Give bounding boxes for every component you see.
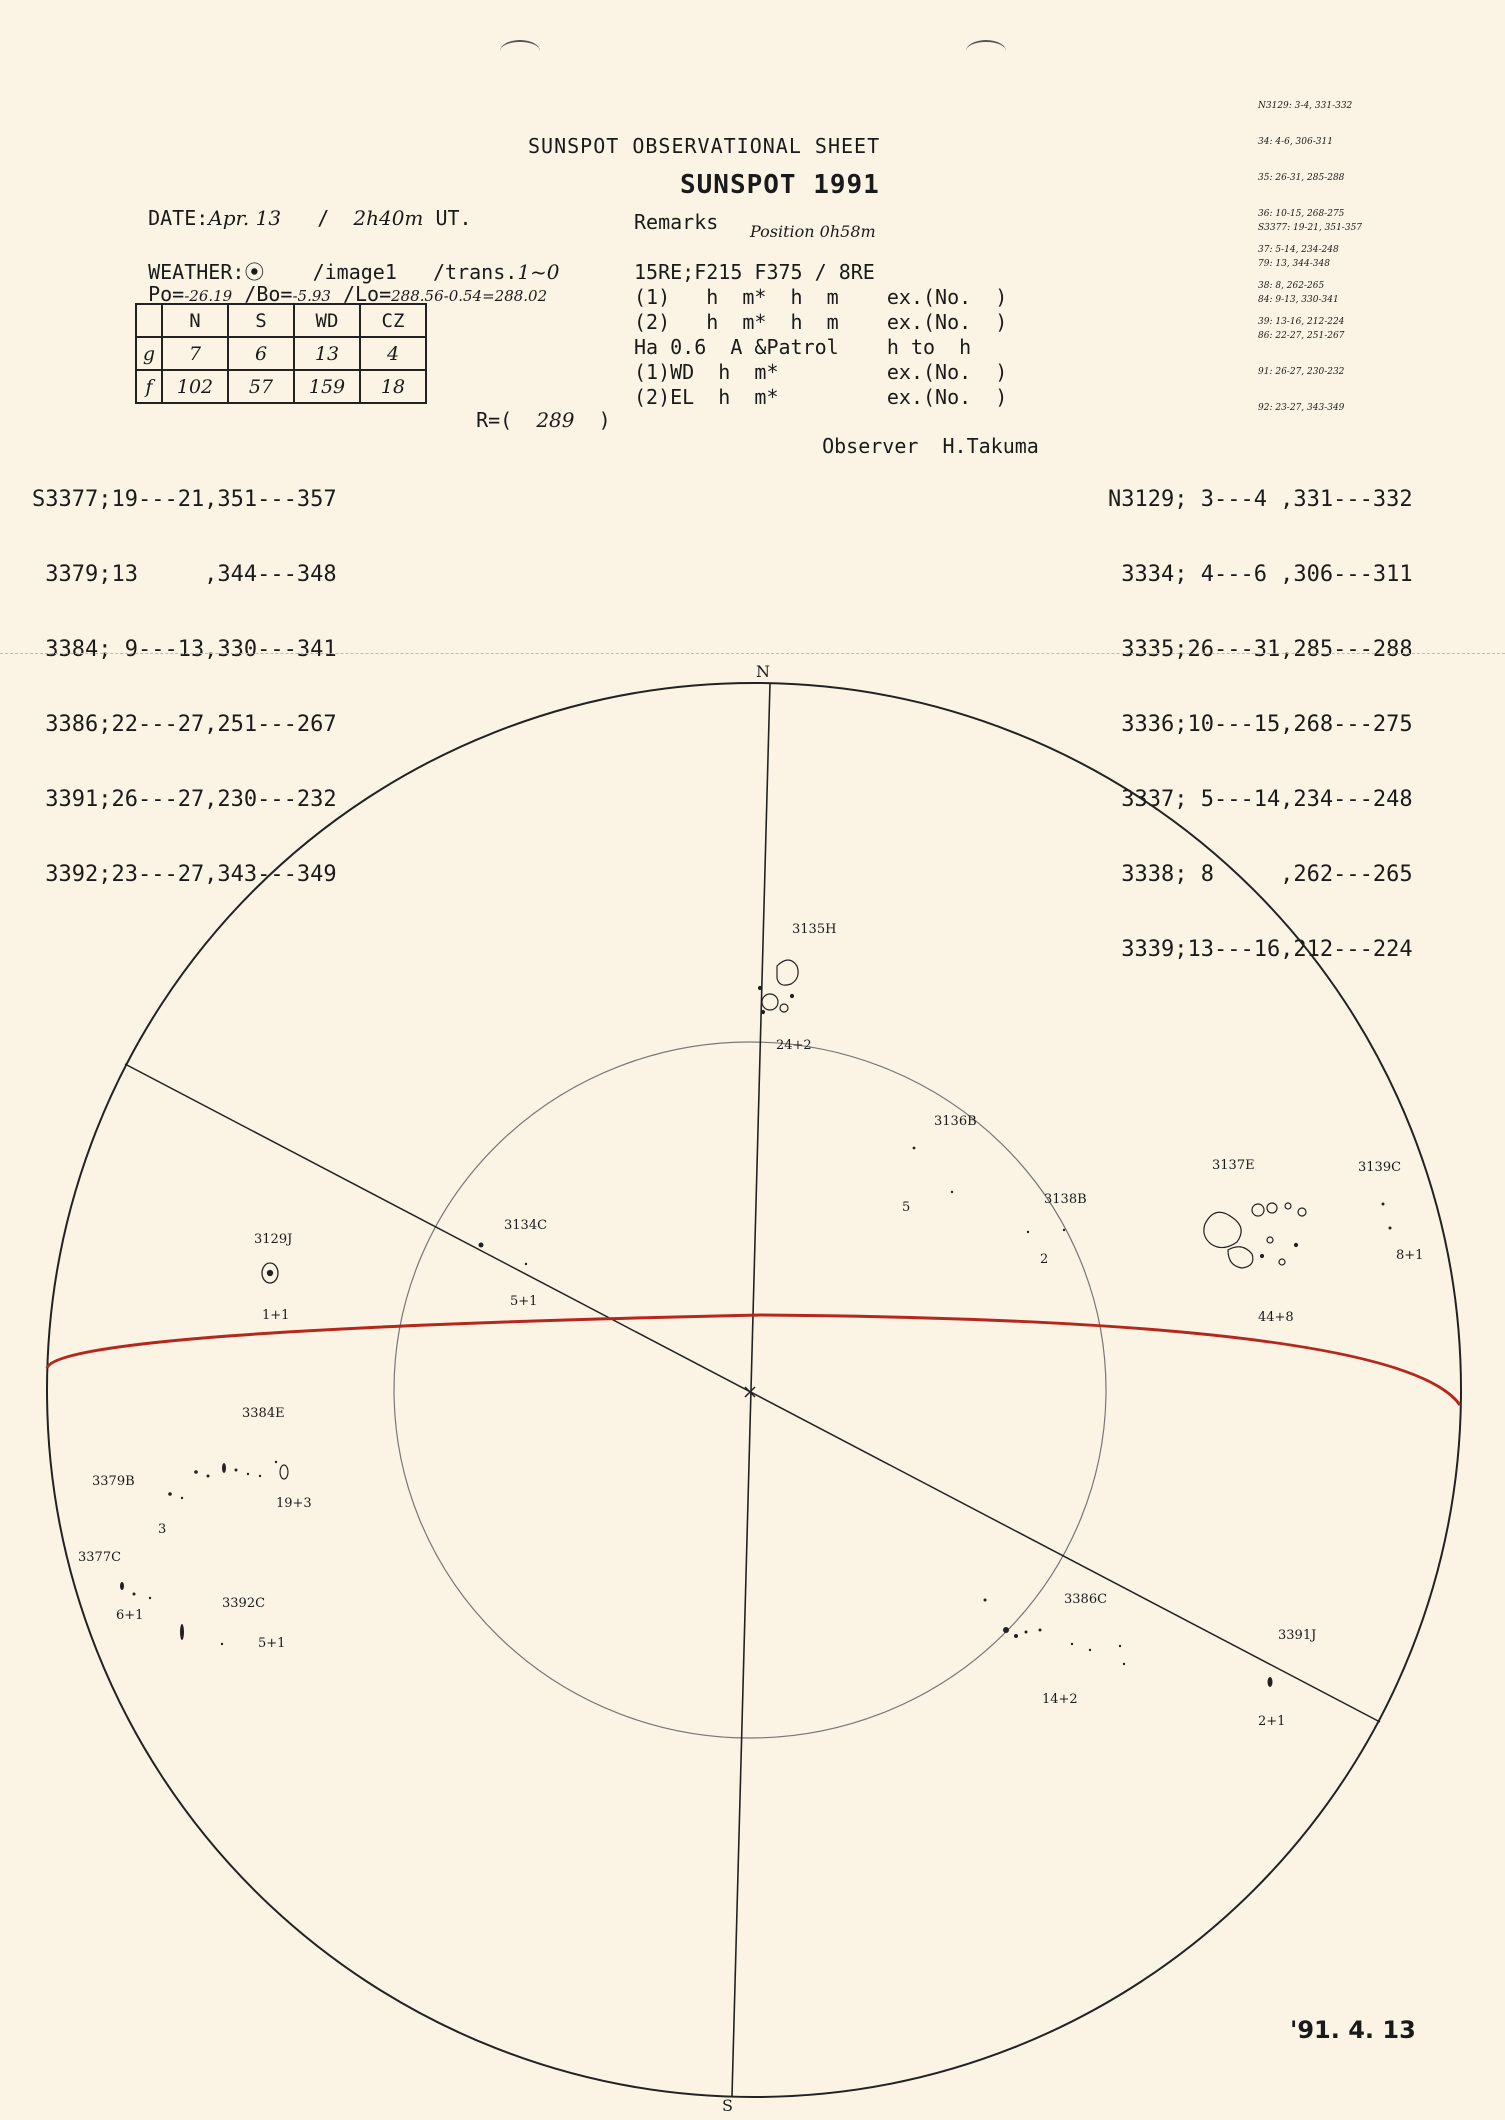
cell-f-n: 102 [162,370,228,403]
list-item: 3379;13 ,344---348 [32,562,337,587]
col-header-wd: WD [294,304,360,337]
list-item: 3386;22---27,251---267 [32,712,337,737]
solar-equator [47,1315,1460,1405]
remarks-line-4: Ha 0.6 A &Patrol h to h [634,335,972,359]
solar-limb [47,683,1461,2097]
remarks-label: Remarks [634,210,719,234]
trans-value: 1~0 [517,260,560,284]
group-count-3139C: 8+1 [1396,1248,1424,1263]
remarks-position-note: Position 0h58m [750,222,876,241]
group-label-3384E: 3384E [242,1406,285,1421]
cell-f-cz: 18 [360,370,426,403]
list-item: 3335;26---31,285---288 [1108,637,1413,662]
sunspot-group-3137E [1204,1203,1306,1268]
corner-note: 79: 13, 344-348 [1258,259,1330,269]
row-label-g: g [136,337,162,370]
center-mark [745,1387,755,1397]
list-item: 3391;26---27,230---232 [32,787,337,812]
sunspot-group-3384E [194,1461,288,1479]
sunspot-group-3392C [180,1624,223,1645]
group-count-3386C: 14+2 [1042,1692,1078,1707]
corner-note: 91: 26-27, 230-232 [1258,367,1345,377]
sunspot-group-3129J [262,1263,278,1283]
remarks-line-1: 15RE;F215 F375 / 8RE [634,260,875,284]
group-label-3377C: 3377C [78,1550,122,1565]
col-header-cz: CZ [360,304,426,337]
group-count-3377C: 6+1 [116,1608,144,1623]
group-label-3392C: 3392C [222,1596,266,1611]
list-item: 3338; 8 ,262---265 [1108,862,1413,887]
main-title: SUNSPOT 1991 [680,170,880,200]
bo-value: -5.93 [292,287,331,305]
ecliptic-line [125,1064,1380,1722]
cell-f-wd: 159 [294,370,360,403]
remarks-line-6: (2)EL h m* ex.(No. ) [634,385,1008,409]
list-item: 3334; 4---6 ,306---311 [1108,562,1413,587]
date-value: Apr. 13 [208,206,282,230]
inner-reference-circle [394,1042,1106,1738]
sunspot-group-3139C [1382,1203,1392,1230]
group-label-3134C: 3134C [504,1218,548,1233]
disk-north-label: N [756,662,770,681]
sunspot-group-3379B [168,1492,183,1499]
time-value: 2h40m [353,206,424,230]
corner-note: 37: 5-14, 234-248 [1258,245,1339,255]
sheet-title: SUNSPOT OBSERVATIONAL SHEET [528,134,881,158]
list-item: 3337; 5---14,234---248 [1108,787,1413,812]
cell-g-s: 6 [228,337,294,370]
corner-note: 92: 23-27, 343-349 [1258,403,1345,413]
group-count-3137E: 44+8 [1258,1310,1294,1325]
corner-note: S3377: 19-21, 351-357 [1258,223,1363,233]
corner-note: 38: 8, 262-265 [1258,281,1325,291]
corner-note: 35: 26-31, 285-288 [1258,173,1345,183]
group-count-3135H: 24+2 [776,1038,812,1053]
weather-label: WEATHER: [148,260,245,284]
cell-f-s: 57 [228,370,294,403]
group-label-3136B: 3136B [934,1114,977,1129]
list-item: 3384; 9---13,330---341 [32,637,337,662]
r-close: ) [598,408,611,432]
group-label-3129J: 3129J [254,1232,293,1247]
image-label: /image1 [312,260,397,284]
sunspot-group-3386C [984,1599,1126,1666]
r-value: 289 [536,408,575,432]
cell-g-cz: 4 [360,337,426,370]
sunspot-group-3377C [120,1582,151,1599]
group-count-3136B: 5 [902,1200,911,1215]
corner-note: 36: 10-15, 268-275 [1258,209,1345,219]
group-label-3137E: 3137E [1212,1158,1255,1173]
corner-note: 84: 9-13, 330-341 [1258,295,1339,305]
corner-note: 86: 22-27, 251-267 [1258,331,1345,341]
r-label: R=( [476,408,513,432]
group-count-3391J: 2+1 [1258,1714,1286,1729]
observer-name: H.Takuma [942,434,1039,458]
rotation-axis [732,683,770,2096]
trans-label: /trans. [433,260,518,284]
sunspot-group-3135H [759,960,799,1014]
col-header-s: S [228,304,294,337]
corner-note: 39: 13-16, 212-224 [1258,317,1345,327]
cell-g-n: 7 [162,337,228,370]
sunspot-group-3391J [1268,1677,1273,1687]
lo-label: /Lo= [342,282,392,306]
cell-g-wd: 13 [294,337,360,370]
date-label: DATE: [148,206,209,230]
group-count-3134C: 5+1 [510,1294,538,1309]
sunspot-group-3138B [1027,1229,1065,1233]
row-label-f: f [136,370,162,403]
group-label-3135H: 3135H [792,922,837,937]
disk-south-label: S [722,2096,733,2115]
group-label-3138B: 3138B [1044,1192,1087,1207]
list-item: 3339;13---16,212---224 [1108,937,1413,962]
group-count-3129J: 1+1 [262,1308,290,1323]
list-item: S3377;19---21,351---357 [32,487,337,512]
remarks-line-2: (1) h m* h m ex.(No. ) [634,285,1008,309]
col-header-n: N [162,304,228,337]
observer-label: Observer [822,434,919,458]
group-count-3379B: 3 [158,1522,167,1537]
group-label-3391J: 3391J [1278,1628,1317,1643]
group-label-3386C: 3386C [1064,1592,1108,1607]
sunspot-group-3136B [913,1147,954,1194]
lo-value: 288.56-0.54=288.02 [391,287,548,305]
remarks-line-3: (2) h m* h m ex.(No. ) [634,310,1008,334]
po-value: -26.19 [184,287,233,305]
group-count-3384E: 19+3 [276,1496,312,1511]
po-label: Po= [148,282,185,306]
time-separator: / [317,206,330,230]
list-item: N3129; 3---4 ,331---332 [1108,487,1413,512]
list-item: 3392;23---27,343---349 [32,862,337,887]
group-label-3379B: 3379B [92,1474,135,1489]
corner-note: N3129: 3-4, 331-332 [1258,101,1353,111]
group-label-3139C: 3139C [1358,1160,1402,1175]
date-stamp: '91. 4. 13 [1290,2016,1416,2044]
time-unit: UT. [435,206,472,230]
corner-note: 34: 4-6, 306-311 [1258,137,1333,147]
group-count-3138B: 2 [1040,1252,1049,1267]
group-count-3392C: 5+1 [258,1636,286,1651]
weather-value: ⦿ [244,260,265,284]
bo-label: /Bo= [244,282,293,306]
list-item: 3336;10---15,268---275 [1108,712,1413,737]
remarks-line-5: (1)WD h m* ex.(No. ) [634,360,1008,384]
